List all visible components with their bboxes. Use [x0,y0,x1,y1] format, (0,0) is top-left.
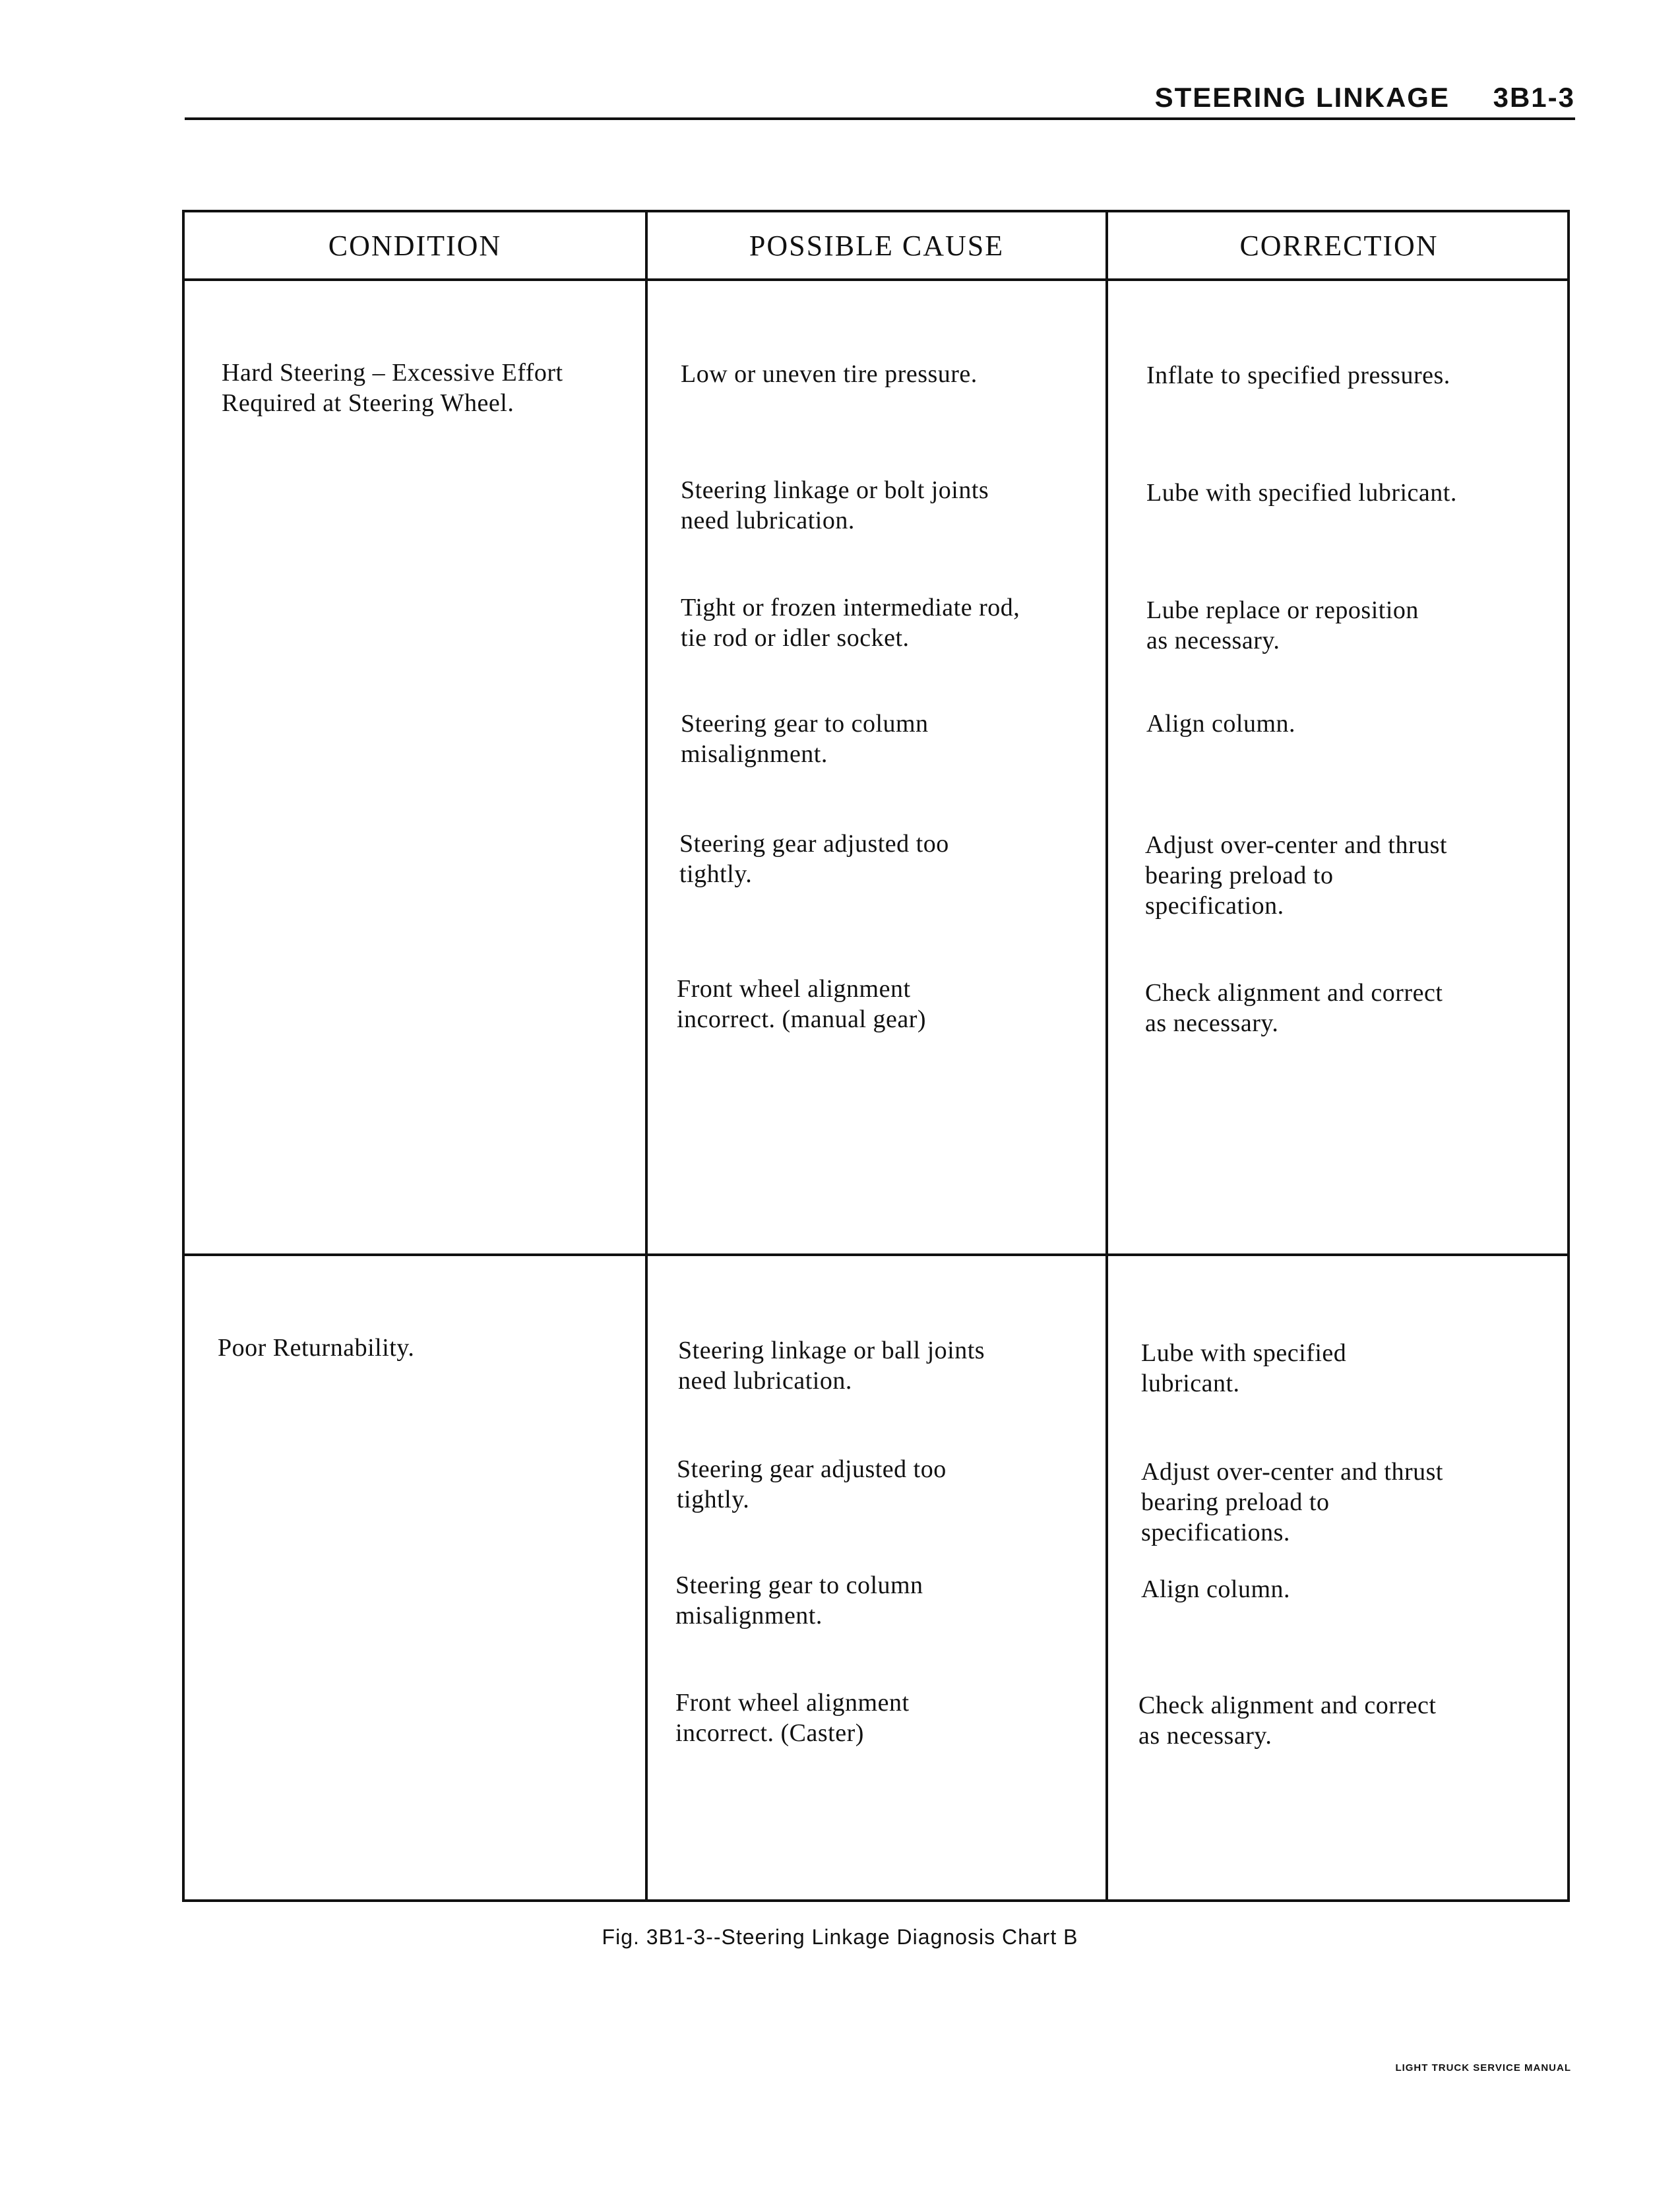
cause-cell: Steering gear adjusted too tightly. [677,1455,947,1513]
cause-cell: Steering gear to column misalignment. [675,1571,923,1630]
diagnosis-chart [182,210,1570,1902]
column-header-condition: CONDITION [328,229,502,262]
running-header [185,78,1575,120]
correction-cell: Align column. [1141,1575,1291,1603]
cause-cell: Steering linkage or ball joints need lubrication. [678,1337,985,1395]
column-header-possible-cause: POSSIBLE CAUSE [749,229,1005,262]
cause-cell: Tight or frozen intermediate rod, tie rod or idler socket. [681,594,1020,652]
cause-cell: Front wheel alignment incorrect. (manual gear) [677,975,927,1033]
correction-cell: Check alignment and correct as necessary. [1138,1692,1437,1750]
page-number: 3B1-3 [1493,82,1575,113]
cause-cell: Front wheel alignment incorrect. (Caster) [675,1689,910,1747]
correction-cell: Lube with specified lubricant. [1146,479,1457,507]
column-divider-2 [1105,212,1108,1899]
correction-cell: Adjust over-center and thrust bearing preload to specification. [1145,831,1447,920]
cause-cell: Steering gear adjusted too tightly. [679,830,949,888]
section-title: STEERING LINKAGE [1154,82,1450,113]
footer-manual-title: LIGHT TRUCK SERVICE MANUAL [1395,2062,1571,2074]
cause-cell: Low or uneven tire pressure. [681,360,978,388]
correction-cell: Lube replace or reposition as necessary. [1146,596,1419,654]
correction-cell: Inflate to specified pressures. [1146,362,1450,389]
figure-caption: Fig. 3B1-3--Steering Linkage Diagnosis Chart B [602,1925,1078,1949]
column-divider-1 [645,212,648,1899]
condition-hard-steering: Hard Steering – Excessive Effort Required at Steering Wheel. [222,359,563,417]
header-divider [185,278,1567,281]
correction-cell: Adjust over-center and thrust bearing preload to specifications. [1141,1458,1443,1546]
column-header-correction: CORRECTION [1239,229,1439,262]
cause-cell: Steering gear to column misalignment. [681,710,929,768]
correction-cell: Lube with specified lubricant. [1141,1339,1347,1397]
condition-poor-returnability: Poor Returnability. [218,1334,415,1362]
correction-cell: Align column. [1146,710,1296,738]
cause-cell: Steering linkage or bolt joints need lubrication. [681,476,989,534]
group-divider [185,1253,1567,1256]
correction-cell: Check alignment and correct as necessary. [1145,979,1443,1037]
